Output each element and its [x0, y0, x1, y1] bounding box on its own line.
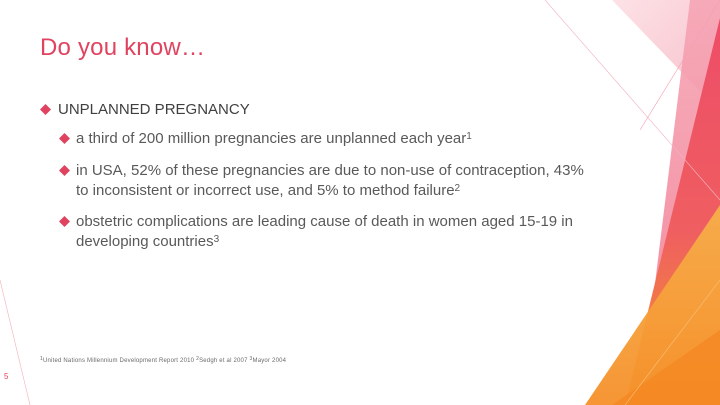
- diamond-bullet-icon: [40, 104, 51, 115]
- diamond-bullet-icon: [59, 216, 70, 227]
- heading-text: UNPLANNED PREGNANCY: [58, 101, 250, 118]
- footnotes: [40, 358, 286, 364]
- footnote-number: 3: [249, 356, 253, 362]
- footnote-number: 1: [40, 356, 43, 362]
- bullet-text: obstetric complications are leading cause of death in women aged 15-19 in developing countries: [76, 213, 573, 250]
- deco-line-left: [0, 280, 30, 405]
- content-area: [40, 100, 600, 252]
- diamond-bullet-icon: [59, 165, 70, 176]
- footnote-ref: 2: [454, 183, 461, 194]
- slide-title: Do you know…: [40, 34, 206, 61]
- footnote-text: Mayor 2004: [252, 358, 287, 364]
- footnote-text: Sedgh et al 2007: [199, 358, 248, 364]
- footnote-ref: 3: [213, 234, 220, 245]
- bullet-text: a third of 200 million pregnancies are unplanned each year: [76, 130, 467, 147]
- bullet-text: in USA, 52% of these pregnancies are due to non-use of contraception, 43% to inconsistent or incorrect use, and 5% to method failure: [76, 162, 584, 199]
- footnote-ref: 1: [466, 131, 472, 142]
- diamond-bullet-icon: [59, 133, 70, 144]
- bullet-item: [40, 161, 600, 201]
- heading-unplanned-pregnancy: [40, 100, 600, 120]
- footnote-text: United Nations Millennium Development Report 2010: [42, 358, 195, 364]
- bullet-item: [40, 212, 600, 252]
- slide-number: 5: [4, 372, 9, 381]
- bullet-item: [40, 129, 600, 149]
- footnote-number: 2: [196, 356, 200, 362]
